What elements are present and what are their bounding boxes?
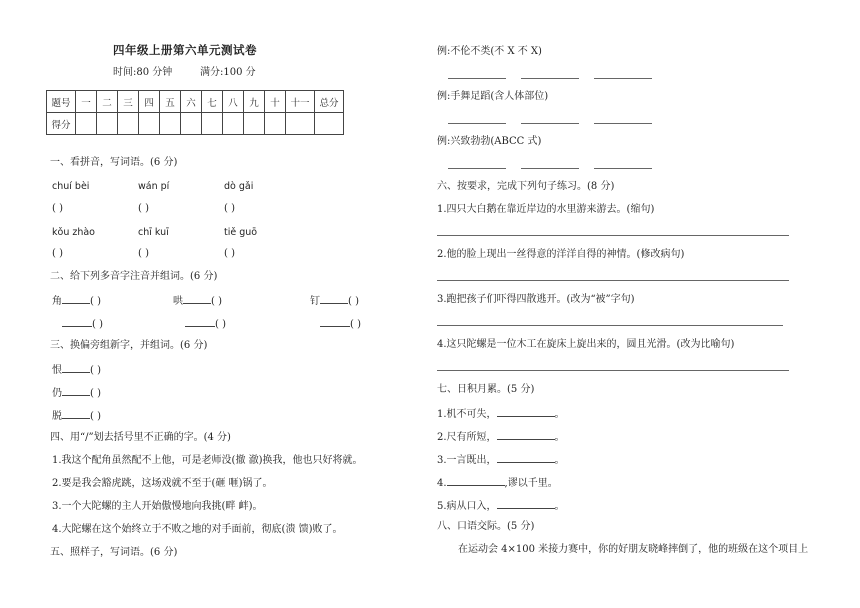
idiom-prefix: 5.病从口入， — [437, 501, 497, 512]
answer-blank[interactable] — [183, 294, 211, 304]
question-item: 2.他的脸上现出一丝得意的洋洋自得的神情。(修改病句) — [437, 249, 685, 260]
answer-line[interactable] — [521, 78, 579, 79]
score-cell[interactable] — [97, 113, 118, 135]
score-cell[interactable] — [286, 113, 315, 135]
score-cell[interactable] — [160, 113, 181, 135]
answer-bracket[interactable]: ( ) — [138, 248, 149, 259]
idiom-suffix: 。 — [554, 455, 565, 466]
section-4-heading: 四、用“/”划去括号里不正确的字。(4 分) — [50, 432, 231, 443]
polyphone-char: 钉 — [310, 296, 320, 307]
answer-blank[interactable] — [320, 294, 348, 304]
score-cell[interactable] — [118, 113, 139, 135]
polyphone-item — [310, 294, 359, 308]
answer-line[interactable] — [437, 235, 789, 236]
answer-line[interactable] — [437, 280, 789, 281]
section-6-heading: 六、按要求，完成下列句子练习。(8 分) — [437, 181, 615, 192]
example-item: 例:不伦不类(不 X 不 X) — [437, 46, 542, 57]
idiom-suffix: 。 — [554, 501, 565, 512]
table-column-header: 总分 — [315, 91, 344, 113]
idiom-item — [437, 499, 565, 513]
table-column-header: 一 — [76, 91, 97, 113]
table-column-header: 七 — [202, 91, 223, 113]
score-cell[interactable] — [223, 113, 244, 135]
section-7-heading: 七、日积月累。(5 分) — [437, 384, 535, 395]
idiom-suffix: ,谬以千里。 — [504, 478, 558, 489]
answer-line[interactable] — [448, 78, 506, 79]
polyphone-char: 哄 — [173, 296, 183, 307]
idiom-prefix: 2.尺有所短， — [437, 432, 497, 443]
table-label-cell: 得分 — [47, 113, 76, 135]
table-column-header: 八 — [223, 91, 244, 113]
answer-blank[interactable] — [447, 476, 505, 486]
answer-blank[interactable] — [497, 453, 555, 463]
answer-blank[interactable] — [497, 430, 555, 440]
table-column-header: 四 — [139, 91, 160, 113]
idiom-item — [437, 476, 558, 490]
score-table — [46, 90, 344, 135]
answer-line[interactable] — [521, 168, 579, 169]
idiom-item — [437, 407, 565, 421]
answer-bracket[interactable]: ( ) — [348, 296, 359, 307]
polyphone-item — [320, 317, 361, 331]
polyphone-item — [185, 317, 226, 331]
page-title: 四年级上册第六单元测试卷 — [113, 43, 257, 57]
answer-line[interactable] — [437, 325, 783, 326]
answer-blank[interactable] — [62, 409, 90, 419]
idiom-item — [437, 430, 565, 444]
table-column-header: 十 — [265, 91, 286, 113]
answer-line[interactable] — [594, 78, 652, 79]
table-column-header: 三 — [118, 91, 139, 113]
answer-blank[interactable] — [62, 294, 90, 304]
answer-bracket[interactable]: ( ) — [215, 319, 226, 330]
score-cell[interactable] — [76, 113, 97, 135]
score-cell[interactable] — [244, 113, 265, 135]
idiom-suffix: 。 — [554, 409, 565, 420]
pinyin-item: tiě guō — [224, 227, 258, 238]
score-cell[interactable] — [202, 113, 223, 135]
answer-blank[interactable] — [185, 317, 215, 327]
table-column-header: 十一 — [286, 91, 315, 113]
radical-char: 脱 — [52, 411, 62, 422]
answer-bracket[interactable]: ( ) — [52, 203, 63, 214]
answer-bracket[interactable]: ( ) — [92, 319, 103, 330]
idiom-suffix: 。 — [554, 432, 565, 443]
answer-blank[interactable] — [62, 386, 90, 396]
radical-char: 恨 — [52, 365, 62, 376]
table-column-header: 五 — [160, 91, 181, 113]
question-item: 2.要是我会豁虎跳，这场戏就不至于(砸 咂)锅了。 — [52, 478, 273, 489]
answer-blank[interactable] — [320, 317, 350, 327]
polyphone-item — [62, 317, 103, 331]
answer-bracket[interactable]: ( ) — [224, 248, 235, 259]
oral-prompt-text: 在运动会 4×100 米接力赛中，你的好朋友晓峰摔倒了，他的班级在这个项目上 — [458, 544, 809, 555]
radical-item — [52, 409, 101, 423]
question-item: 4.这只陀螺是一位木工在旋床上旋出来的，圆且光滑。(改为比喻句) — [437, 339, 735, 350]
answer-bracket[interactable]: ( ) — [90, 296, 101, 307]
score-table-score-row — [47, 113, 344, 135]
radical-item — [52, 386, 101, 400]
answer-bracket[interactable]: ( ) — [350, 319, 361, 330]
table-column-header: 六 — [181, 91, 202, 113]
pinyin-item: kǒu zhào — [52, 227, 95, 238]
question-item: 1.我这个配角虽然配不上他，可是老师没(撤 澈)换我，他也只好将就。 — [52, 455, 363, 466]
idiom-prefix: 1.机不可失， — [437, 409, 497, 420]
polyphone-item — [52, 294, 101, 308]
question-item: 3.一个大陀螺的主人开始傲慢地向我挑(畔 衅)。 — [52, 501, 263, 512]
answer-bracket[interactable]: ( ) — [90, 365, 101, 376]
answer-bracket[interactable]: ( ) — [52, 248, 63, 259]
answer-line[interactable] — [437, 370, 789, 371]
score-cell[interactable] — [265, 113, 286, 135]
answer-bracket[interactable]: ( ) — [90, 411, 101, 422]
score-table-header-row — [47, 91, 344, 113]
answer-line[interactable] — [448, 123, 506, 124]
pinyin-item: dò gǎi — [224, 181, 254, 192]
answer-line[interactable] — [521, 123, 579, 124]
idiom-prefix: 3.一言既出， — [437, 455, 497, 466]
polyphone-item — [173, 294, 222, 308]
section-3-heading: 三、换偏旁组新字，并组词。(6 分) — [50, 340, 208, 351]
exam-full-score: 满分:100 分 — [200, 67, 256, 78]
answer-line[interactable] — [594, 168, 652, 169]
section-8-heading: 八、口语交际。(5 分) — [437, 521, 535, 532]
question-item: 4.大陀螺在这个始终立于不败之地的对手面前，彻底(溃 馈)败了。 — [52, 524, 343, 535]
question-item: 1.四只大白鹅在靠近岸边的水里游来游去。(缩句) — [437, 204, 655, 215]
answer-bracket[interactable]: ( ) — [224, 203, 235, 214]
answer-blank[interactable] — [497, 499, 555, 509]
answer-bracket[interactable]: ( ) — [211, 296, 222, 307]
score-cell[interactable] — [315, 113, 344, 135]
section-1-heading: 一、看拼音，写词语。(6 分) — [50, 157, 178, 168]
section-2-heading: 二、给下列多音字注音并组词。(6 分) — [50, 271, 218, 282]
score-cell[interactable] — [181, 113, 202, 135]
answer-line[interactable] — [594, 123, 652, 124]
answer-blank[interactable] — [497, 407, 555, 417]
table-label-cell: 题号 — [47, 91, 76, 113]
table-column-header: 二 — [97, 91, 118, 113]
radical-item — [52, 363, 101, 377]
table-column-header: 九 — [244, 91, 265, 113]
question-item: 3.跑把孩子们吓得四散逃开。(改为“被”字句) — [437, 294, 635, 305]
answer-bracket[interactable]: ( ) — [90, 388, 101, 399]
idiom-prefix: 4. — [437, 478, 447, 489]
example-item: 例:手舞足蹈(含人体部位) — [437, 91, 549, 102]
section-5-heading: 五、照样子，写词语。(6 分) — [50, 547, 178, 558]
pinyin-item: chī kuī — [138, 227, 169, 238]
exam-time: 时间:80 分钟 — [113, 67, 173, 78]
pinyin-item: wán pí — [138, 181, 170, 192]
answer-bracket[interactable]: ( ) — [138, 203, 149, 214]
answer-line[interactable] — [448, 168, 506, 169]
polyphone-char: 角 — [52, 296, 62, 307]
pinyin-item: chuí bèi — [52, 181, 90, 192]
example-item: 例:兴致勃勃(ABCC 式) — [437, 136, 542, 147]
answer-blank[interactable] — [62, 317, 92, 327]
idiom-item — [437, 453, 565, 467]
radical-char: 仍 — [52, 388, 62, 399]
answer-blank[interactable] — [62, 363, 90, 373]
score-cell[interactable] — [139, 113, 160, 135]
